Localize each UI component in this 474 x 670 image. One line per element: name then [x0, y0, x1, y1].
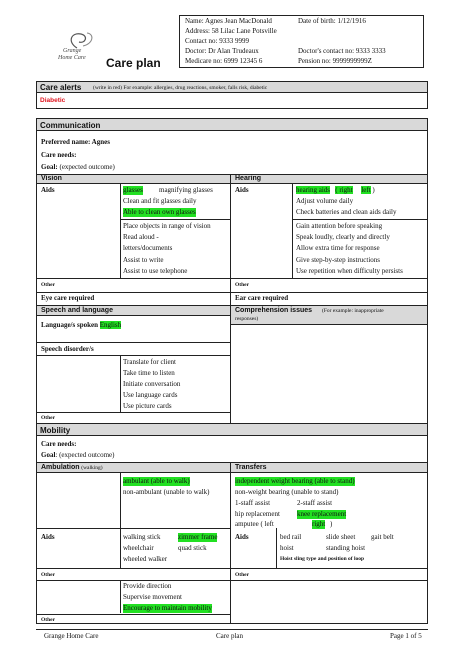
doctor-contact: Doctor's contact no: 9333 3333: [298, 47, 386, 55]
ambulation-divider: [120, 473, 121, 568]
comprehension-note-1: (For example: inappropriate: [322, 308, 384, 314]
transfers-aids-divider: [276, 528, 277, 568]
speech-strategy-2: Take time to listen: [123, 369, 175, 377]
vision-strategy-5: Assist to use telephone: [123, 267, 188, 275]
hearing-strategy-2: Speak loudly, clearly and directly: [296, 233, 390, 241]
ambulation-non-ambulant: non-ambulant (unable to walk): [123, 488, 210, 496]
hearing-aid-label: hearing aids: [296, 186, 331, 194]
mobility-center-divider: [230, 462, 231, 624]
client-contact: Contact no: 9333 9999: [185, 37, 249, 45]
comm-other-top: [36, 278, 428, 279]
communication-goal: [41, 163, 115, 172]
mobility-care-needs: Care needs:: [41, 440, 77, 448]
ambulation-other: Other: [41, 572, 56, 578]
medicare-number: Medicare no: 6999 12345 6: [185, 57, 263, 65]
vision-strategy-1: Place objects in range of vision: [123, 222, 211, 230]
language-value: English: [99, 321, 122, 329]
logo-line-1: Grange: [63, 48, 82, 54]
vision-aid-glasses: glasses: [123, 186, 143, 194]
transfers-other: Other: [235, 572, 250, 578]
hearing-title: Hearing: [235, 175, 262, 182]
hearing-aids-label: Aids: [235, 186, 249, 194]
hearing-aids-bottom: [292, 219, 428, 220]
mobility-goal-label: Goal: [41, 451, 56, 459]
vision-strategy-2: Read aloud -: [123, 233, 159, 241]
footer-center: Care plan: [216, 632, 244, 640]
mobility-goal-note: : (expected outcome): [55, 451, 115, 459]
care-alerts-header: [36, 81, 428, 93]
speech-strategy-3: Initiate conversation: [123, 380, 181, 388]
communication-header: [36, 118, 428, 131]
footer-left: Grange Home Care: [44, 632, 99, 640]
vision-strategy-4: Assist to write: [123, 256, 164, 264]
ambulation-aids-label: Aids: [41, 533, 55, 541]
ambulation-title: Ambulation: [41, 464, 80, 471]
aid-walking-stick: walking stick: [123, 533, 161, 541]
vision-other: Other: [41, 282, 56, 288]
comprehension-header: [230, 305, 428, 325]
aid-wheelchair: wheelchair: [123, 544, 154, 552]
client-details-box: [179, 15, 424, 68]
vision-hearing-header: [36, 174, 428, 184]
vision-title: Vision: [41, 175, 62, 182]
vision-strategy-3: letters/documents: [123, 244, 173, 252]
ambulation-other-top: [36, 568, 428, 569]
transfer-aid-slide-sheet: slide sheet: [326, 533, 356, 541]
comm-care-top: [36, 292, 428, 293]
language-spoken: [41, 321, 121, 330]
footer-right: Page 1 of 5: [390, 632, 422, 640]
hearing-strategy-5: Use repetition when difficulty persists: [296, 267, 403, 275]
hearing-aids-divider: [292, 184, 293, 278]
eye-care-required: Eye care required: [41, 294, 95, 302]
communication-care-needs: Care needs:: [41, 151, 77, 159]
transfer-amputee-close: ): [330, 520, 333, 528]
logo: [58, 30, 98, 64]
hearing-aid-right: ( right: [335, 186, 353, 194]
transfer-2-staff: 2-staff assist: [297, 499, 333, 507]
transfers-title: Transfers: [235, 464, 267, 471]
hoist-sling-note: Hoist sling type and position of loop: [280, 556, 365, 562]
speech-strategy-4: Use language cards: [123, 391, 178, 399]
hearing-strategy-3: Allow extra time for response: [296, 244, 380, 252]
care-alert-value: Diabetic: [40, 97, 66, 104]
aid-wheeled-walker: wheeled walker: [123, 555, 168, 563]
client-address: Address: 58 Lilac Lane Potsville: [185, 27, 277, 35]
language-label: Language/s spoken: [41, 321, 98, 329]
care-alerts-note: (write in red) For example: allergies, drug reactions, smoker, falls risk, diabetic: [93, 85, 268, 91]
transfer-amputee: amputee ( left: [235, 520, 274, 528]
vision-aid-self-clean: Able to clean own glasses: [123, 208, 196, 216]
transfer-aid-gait-belt: gait belt: [371, 533, 394, 541]
hearing-strategy-1: Gain attention before speaking: [296, 222, 383, 230]
transfer-independent: independent weight bearing (able to stand): [235, 477, 355, 485]
transfers-aids-label: Aids: [235, 533, 249, 541]
comm-center-divider: [230, 174, 231, 424]
ambulation-strategy-1: Provide direction: [123, 582, 172, 590]
goal-note: (expected outcome): [59, 163, 115, 171]
ambulation-strategies-top: [36, 580, 428, 581]
preferred-name: Preferred name: Agnes: [41, 138, 110, 146]
hearing-aid-batteries: Check batteries and clean aids daily: [296, 208, 397, 216]
vision-aids-label: Aids: [41, 186, 55, 194]
hearing-strategy-4: Give step-by-step instructions: [296, 256, 380, 264]
communication-title: Communication: [40, 121, 101, 130]
hearing-aid-volume: Adjust volume daily: [296, 197, 354, 205]
aid-zimmer-frame: zimmer frame: [178, 533, 218, 541]
speech-title: Speech and language: [41, 307, 113, 314]
mobility-goal: [41, 451, 114, 460]
transfer-non-weight: non-weight bearing (unable to stand): [235, 488, 339, 496]
speech-disorder-bottom: [36, 355, 231, 356]
hearing-aid-row: [296, 186, 375, 195]
client-dob: Date of birth: 1/12/1916: [298, 17, 366, 25]
ambulation-other-2: Other: [41, 617, 56, 623]
transfer-knee: knee replacement: [297, 510, 347, 518]
footer-rule: [36, 629, 428, 630]
speech-header: [36, 305, 231, 316]
speech-other-top: [36, 412, 231, 413]
speech-strategies-divider: [120, 355, 121, 412]
transfer-aid-bed-rail: bed rail: [280, 533, 302, 541]
speech-strategy-5: Use picture cards: [123, 402, 172, 410]
transfer-aid-standing-hoist: standing hoist: [326, 544, 366, 552]
speech-disorder: Speech disorder/s: [41, 345, 94, 353]
ambulation-strategy-2: Supervise movement: [123, 593, 182, 601]
transfer-amputee-right: right: [312, 520, 326, 528]
comprehension-note-2: responses): [235, 316, 259, 322]
transfer-1-staff: 1-staff assist: [235, 499, 271, 507]
speech-strategy-1: Translate for client: [123, 358, 177, 366]
hearing-aid-left: left: [361, 186, 371, 194]
doctor-name: Doctor: Dr Alan Trudeaux: [185, 47, 259, 55]
page-title: Care plan: [106, 56, 161, 70]
logo-line-2: Home Care: [58, 55, 86, 61]
hearing-other: Other: [235, 282, 250, 288]
speech-other: Other: [41, 415, 56, 421]
goal-label: Goal:: [41, 163, 58, 171]
ambulation-strategies-divider: [120, 580, 121, 613]
pension-number: Pension no: 9999999999Z: [298, 57, 372, 65]
vision-aids-bottom: [120, 219, 230, 220]
mobility-title: Mobility: [40, 426, 71, 435]
speech-language-bottom: [36, 342, 231, 343]
ambulation-title-row: [41, 463, 103, 473]
ambulation-aids-top: [36, 528, 231, 529]
ambulation-ambulant: ambulant (able to walk): [123, 477, 190, 485]
hearing-aid-close: ): [372, 186, 375, 194]
vision-aid-clean: Clean and fit glasses daily: [123, 197, 197, 205]
mobility-header: [36, 423, 428, 436]
transfer-aid-hoist: hoist: [280, 544, 294, 552]
ear-care-required: Ear care required: [235, 294, 289, 302]
care-alerts-section: [36, 81, 428, 109]
comprehension-title: Comprehension issues: [235, 307, 313, 314]
vision-aids-divider: [120, 184, 121, 278]
client-name: Name: Agnes Jean MacDonald: [185, 17, 272, 25]
care-alerts-title: Care alerts: [40, 83, 82, 92]
vision-aid-magnifying: magnifying glasses: [159, 186, 213, 194]
ambulation-strategy-3: Encourage to maintain mobility: [123, 604, 212, 612]
transfer-hip: hip replacement: [235, 510, 280, 518]
ambulation-note: (walking): [81, 465, 103, 471]
ambulation-other2-top: [36, 614, 231, 615]
aid-quad-stick: quad stick: [178, 544, 207, 552]
